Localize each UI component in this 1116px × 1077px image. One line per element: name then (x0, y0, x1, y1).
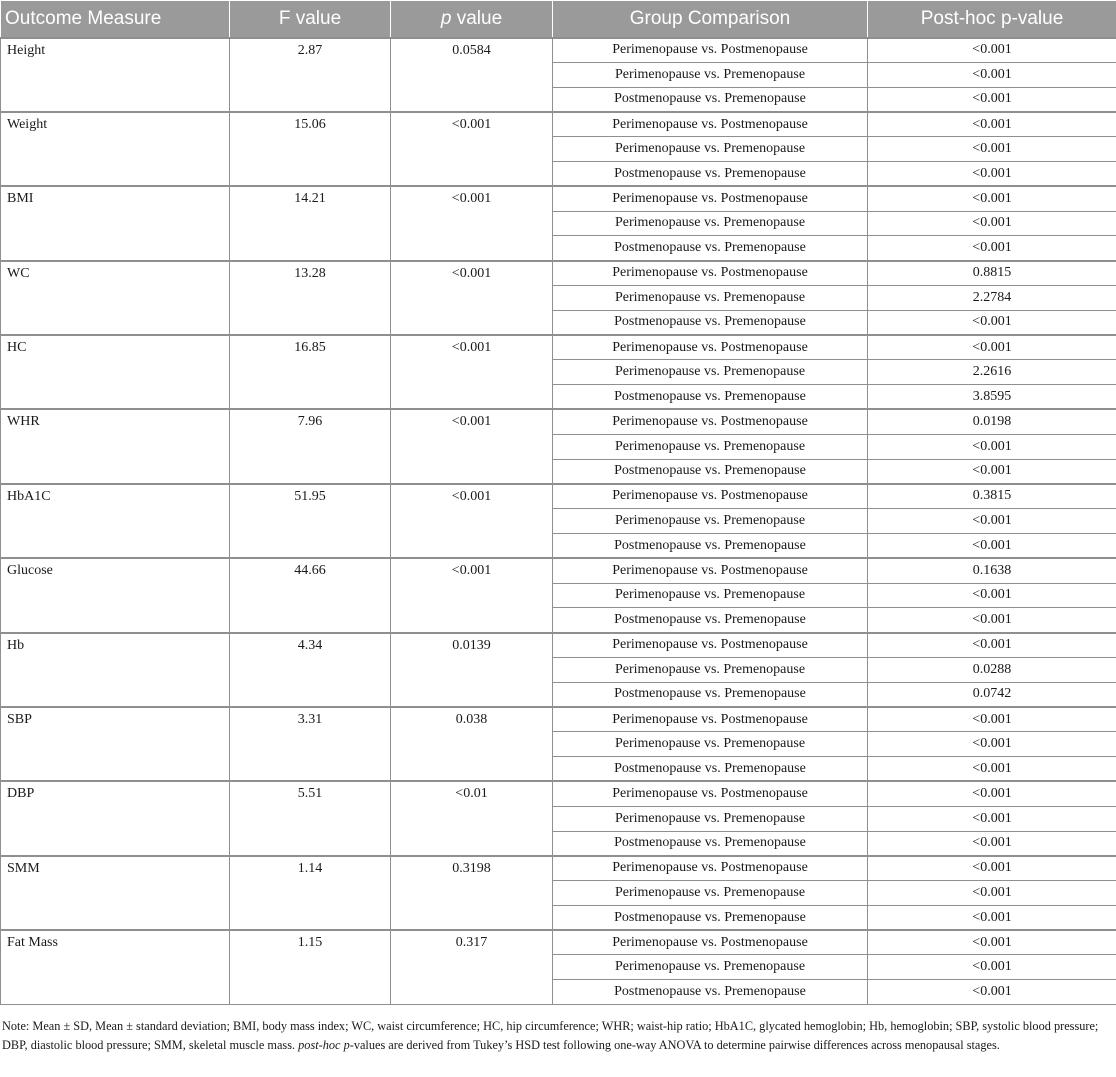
group-comparison-cell: Perimenopause vs. Premenopause (553, 955, 868, 980)
group-comparison-cell: Perimenopause vs. Postmenopause (553, 335, 868, 360)
outcome-measure-cell: Hb (1, 633, 230, 707)
f-value-cell: 1.15 (230, 930, 391, 1004)
note-text-1: Note: Mean ± SD, Mean ± standard deviation; BMI, body mass index; WC, waist circumference; HC, hip circumference; WHR; waist-hip ratio; HbA1C, glycated hemoglobin; Hb, hemoglobin; SBP, systolic blood pressure; DBP, diastolic blood pressure; SMM, skeletal muscle mass. (2, 1019, 1099, 1052)
group-comparison-cell: Perimenopause vs. Premenopause (553, 137, 868, 162)
outcome-measure-cell: Height (1, 38, 230, 112)
group-comparison-cell: Postmenopause vs. Premenopause (553, 236, 868, 261)
group-comparison-cell: Perimenopause vs. Premenopause (553, 211, 868, 236)
p-value-cell: <0.001 (391, 186, 553, 260)
table-row (1, 335, 1116, 360)
header-outcome-measure: Outcome Measure (1, 1, 230, 38)
group-comparison-cell: Perimenopause vs. Postmenopause (553, 930, 868, 955)
p-value-cell: <0.01 (391, 781, 553, 855)
posthoc-p-value-cell: <0.001 (868, 930, 1116, 955)
header-p-letter: p (440, 7, 452, 29)
posthoc-p-value-cell: <0.001 (868, 955, 1116, 980)
table-row (1, 707, 1116, 732)
posthoc-p-value-cell: <0.001 (868, 335, 1116, 360)
group-comparison-cell: Postmenopause vs. Premenopause (553, 87, 868, 112)
table-note (0, 1017, 1114, 1055)
outcome-measure-cell: BMI (1, 186, 230, 260)
table-row (1, 484, 1116, 509)
p-value-cell: <0.001 (391, 112, 553, 186)
group-comparison-cell: Perimenopause vs. Premenopause (553, 434, 868, 459)
posthoc-p-value-cell: <0.001 (868, 831, 1116, 856)
posthoc-p-value-cell: <0.001 (868, 707, 1116, 732)
outcome-measure-cell: Fat Mass (1, 930, 230, 1004)
group-comparison-cell: Perimenopause vs. Premenopause (553, 62, 868, 87)
posthoc-p-value-cell: 0.1638 (868, 558, 1116, 583)
group-comparison-cell: Perimenopause vs. Premenopause (553, 657, 868, 682)
outcome-measure-cell: SMM (1, 856, 230, 930)
posthoc-p-value-cell: 0.0288 (868, 657, 1116, 682)
posthoc-p-value-cell: 3.8595 (868, 385, 1116, 410)
posthoc-p-value-cell: <0.001 (868, 112, 1116, 137)
table-body (1, 38, 1116, 1005)
f-value-cell: 14.21 (230, 186, 391, 260)
group-comparison-cell: Perimenopause vs. Postmenopause (553, 261, 868, 286)
posthoc-p-value-cell: <0.001 (868, 633, 1116, 658)
posthoc-p-value-cell: <0.001 (868, 186, 1116, 211)
table-row (1, 558, 1116, 583)
f-value-cell: 2.87 (230, 38, 391, 112)
group-comparison-cell: Perimenopause vs. Premenopause (553, 583, 868, 608)
group-comparison-cell: Postmenopause vs. Premenopause (553, 905, 868, 930)
group-comparison-cell: Postmenopause vs. Premenopause (553, 831, 868, 856)
group-comparison-cell: Postmenopause vs. Premenopause (553, 533, 868, 558)
posthoc-p-value-cell: 0.0742 (868, 682, 1116, 707)
posthoc-p-value-cell: <0.001 (868, 38, 1116, 63)
group-comparison-cell: Postmenopause vs. Premenopause (553, 385, 868, 410)
f-value-cell: 3.31 (230, 707, 391, 781)
posthoc-p-value-cell: <0.001 (868, 905, 1116, 930)
outcome-measure-cell: HbA1C (1, 484, 230, 558)
outcome-measure-cell: WC (1, 261, 230, 335)
table-row (1, 633, 1116, 658)
outcome-measure-cell: Weight (1, 112, 230, 186)
p-value-cell: 0.0584 (391, 38, 553, 112)
group-comparison-cell: Perimenopause vs. Postmenopause (553, 558, 868, 583)
p-value-cell: <0.001 (391, 409, 553, 483)
outcome-measure-cell: Glucose (1, 558, 230, 632)
note-text-2: -values are derived from Tukey’s HSD test following one-way ANOVA to determine pairwise differences across menopausal stages. (349, 1038, 1000, 1052)
header-f-value: F value (230, 1, 391, 38)
posthoc-p-value-cell: 2.2616 (868, 360, 1116, 385)
posthoc-p-value-cell: <0.001 (868, 881, 1116, 906)
outcome-measure-cell: WHR (1, 409, 230, 483)
table-row (1, 112, 1116, 137)
p-value-cell: <0.001 (391, 335, 553, 409)
f-value-cell: 16.85 (230, 335, 391, 409)
group-comparison-cell: Postmenopause vs. Premenopause (553, 757, 868, 782)
f-value-cell: 4.34 (230, 633, 391, 707)
note-italic-posthoc: post-hoc p (298, 1038, 350, 1052)
table-row (1, 781, 1116, 806)
outcome-measure-cell: DBP (1, 781, 230, 855)
group-comparison-cell: Perimenopause vs. Postmenopause (553, 409, 868, 434)
f-value-cell: 7.96 (230, 409, 391, 483)
group-comparison-cell: Perimenopause vs. Postmenopause (553, 633, 868, 658)
group-comparison-cell: Postmenopause vs. Premenopause (553, 608, 868, 633)
posthoc-p-value-cell: <0.001 (868, 509, 1116, 534)
posthoc-p-value-cell: <0.001 (868, 236, 1116, 261)
posthoc-p-value-cell: <0.001 (868, 434, 1116, 459)
posthoc-p-value-cell: <0.001 (868, 856, 1116, 881)
group-comparison-cell: Perimenopause vs. Premenopause (553, 881, 868, 906)
group-comparison-cell: Perimenopause vs. Premenopause (553, 732, 868, 757)
group-comparison-cell: Perimenopause vs. Postmenopause (553, 484, 868, 509)
posthoc-p-value-cell: <0.001 (868, 137, 1116, 162)
group-comparison-cell: Perimenopause vs. Postmenopause (553, 186, 868, 211)
group-comparison-cell: Perimenopause vs. Postmenopause (553, 38, 868, 63)
f-value-cell: 15.06 (230, 112, 391, 186)
posthoc-p-value-cell: <0.001 (868, 980, 1116, 1005)
table-row (1, 856, 1116, 881)
header-group-comparison: Group Comparison (553, 1, 868, 38)
table-row (1, 261, 1116, 286)
table-row (1, 38, 1116, 63)
posthoc-p-value-cell: <0.001 (868, 781, 1116, 806)
header-row (1, 1, 1116, 38)
group-comparison-cell: Perimenopause vs. Postmenopause (553, 112, 868, 137)
f-value-cell: 13.28 (230, 261, 391, 335)
p-value-cell: 0.317 (391, 930, 553, 1004)
posthoc-p-value-cell: <0.001 (868, 806, 1116, 831)
posthoc-p-value-cell: <0.001 (868, 87, 1116, 112)
group-comparison-cell: Postmenopause vs. Premenopause (553, 310, 868, 335)
table-row (1, 186, 1116, 211)
p-value-cell: 0.3198 (391, 856, 553, 930)
posthoc-p-value-cell: 0.3815 (868, 484, 1116, 509)
p-value-cell: <0.001 (391, 484, 553, 558)
posthoc-p-value-cell: <0.001 (868, 161, 1116, 186)
group-comparison-cell: Perimenopause vs. Premenopause (553, 806, 868, 831)
outcome-measure-cell: SBP (1, 707, 230, 781)
p-value-cell: <0.001 (391, 261, 553, 335)
table-row (1, 930, 1116, 955)
header-p-rest: value (451, 7, 503, 29)
header-posthoc-p-value: Post-hoc p-value (868, 1, 1116, 38)
posthoc-p-value-cell: 2.2784 (868, 285, 1116, 310)
posthoc-p-value-cell: <0.001 (868, 757, 1116, 782)
p-value-cell: 0.038 (391, 707, 553, 781)
posthoc-p-value-cell: <0.001 (868, 310, 1116, 335)
group-comparison-cell: Perimenopause vs. Premenopause (553, 360, 868, 385)
group-comparison-cell: Postmenopause vs. Premenopause (553, 161, 868, 186)
p-value-cell: 0.0139 (391, 633, 553, 707)
posthoc-p-value-cell: <0.001 (868, 583, 1116, 608)
posthoc-p-value-cell: <0.001 (868, 459, 1116, 484)
header-p-value (391, 1, 553, 38)
posthoc-p-value-cell: 0.8815 (868, 261, 1116, 286)
posthoc-p-value-cell: <0.001 (868, 62, 1116, 87)
group-comparison-cell: Postmenopause vs. Premenopause (553, 459, 868, 484)
f-value-cell: 44.66 (230, 558, 391, 632)
group-comparison-cell: Perimenopause vs. Premenopause (553, 285, 868, 310)
group-comparison-cell: Postmenopause vs. Premenopause (553, 980, 868, 1005)
posthoc-p-value-cell: <0.001 (868, 533, 1116, 558)
p-value-cell: <0.001 (391, 558, 553, 632)
group-comparison-cell: Perimenopause vs. Postmenopause (553, 781, 868, 806)
posthoc-p-value-cell: 0.0198 (868, 409, 1116, 434)
group-comparison-cell: Postmenopause vs. Premenopause (553, 682, 868, 707)
group-comparison-cell: Perimenopause vs. Premenopause (553, 509, 868, 534)
table-row (1, 409, 1116, 434)
posthoc-p-value-cell: <0.001 (868, 211, 1116, 236)
f-value-cell: 5.51 (230, 781, 391, 855)
posthoc-p-value-cell: <0.001 (868, 608, 1116, 633)
group-comparison-cell: Perimenopause vs. Postmenopause (553, 707, 868, 732)
outcome-measure-cell: HC (1, 335, 230, 409)
group-comparison-cell: Perimenopause vs. Postmenopause (553, 856, 868, 881)
f-value-cell: 51.95 (230, 484, 391, 558)
f-value-cell: 1.14 (230, 856, 391, 930)
posthoc-p-value-cell: <0.001 (868, 732, 1116, 757)
